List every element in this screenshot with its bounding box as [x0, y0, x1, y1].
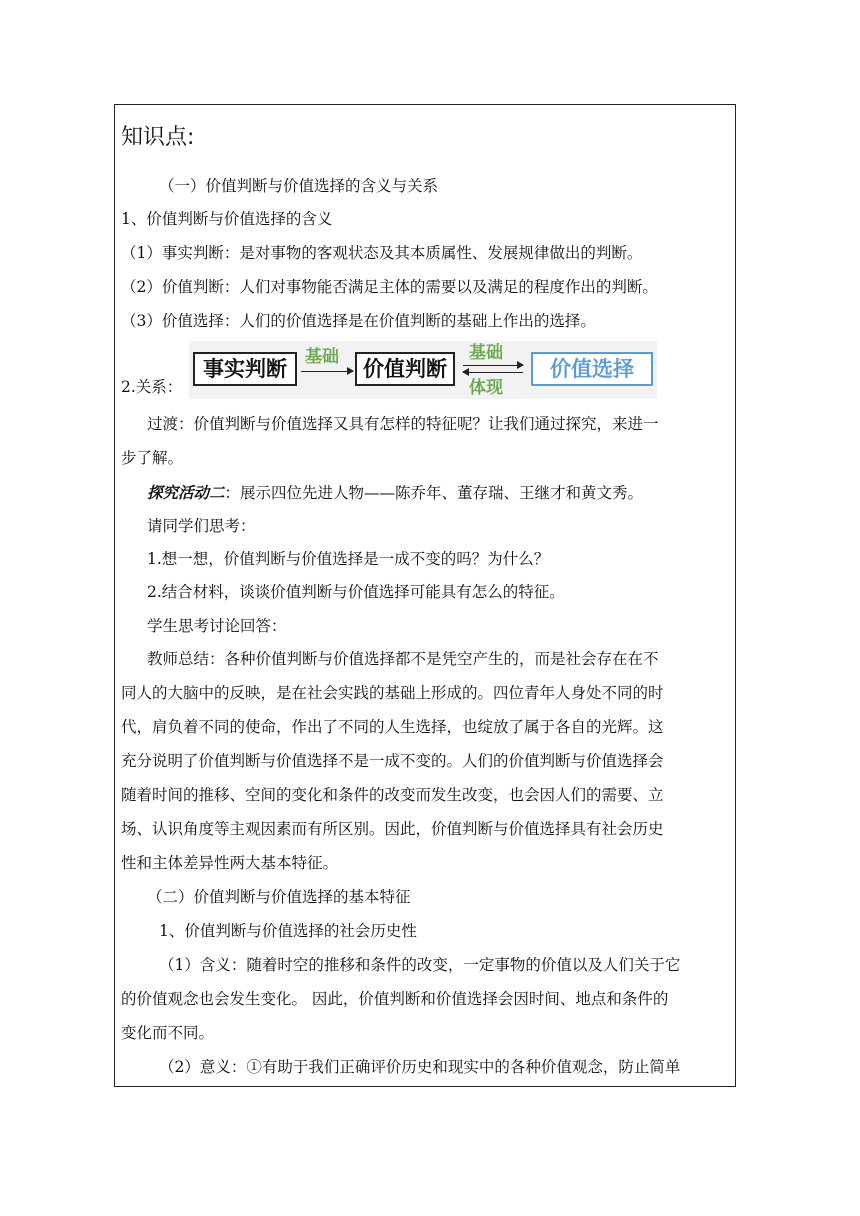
heading: 知识点: — [121, 125, 195, 150]
item1-title: 1、价值判断与价值选择的含义 — [121, 210, 333, 228]
meaning-line: （1）含义：随着时空的推移和条件的改变，一定事物的价值以及人们关于它 — [159, 956, 681, 974]
box-value-choice: 价值选择 — [531, 352, 653, 386]
question-1: 1.想一想，价值判断与价值选择是一成不变的吗？为什么？ — [147, 550, 550, 568]
significance-line: （2）意义：①有助于我们正确评价历史和现实中的各种价值观念，防止简单 — [159, 1058, 681, 1076]
arrow-right-icon — [463, 365, 523, 366]
arrow2-top-label: 基础 — [469, 343, 503, 363]
question-2: 2.结合材料，谈谈价值判断与价值选择可能具有怎么的特征。 — [147, 583, 565, 601]
section1-title: （一）价值判断与价值选择的含义与关系 — [159, 177, 439, 195]
activity-line — [147, 483, 643, 503]
definition-fact-judgment: （1）事实判断：是对事物的客观状态及其本质属性、发展规律做出的判断。 — [121, 244, 643, 262]
summary-line: 随着时间的推移、空间的变化和条件的改变而发生改变，也会因人们的需要、立 — [121, 786, 664, 804]
definition-value-choice: （3）价值选择：人们的价值选择是在价值判断的基础上作出的选择。 — [121, 312, 596, 330]
relation-diagram — [189, 341, 657, 399]
arrow-left-icon — [463, 372, 523, 373]
think-prompt: 请同学们思考： — [147, 517, 256, 535]
activity-label: 探究活动二 — [147, 483, 225, 502]
summary-line: 性和主体差异性两大基本特征。 — [121, 854, 339, 872]
summary-line: 代，肩负着不同的使命，作出了不同的人生选择，也绽放了属于各自的光辉。这 — [121, 718, 664, 736]
arrow2-bottom-label: 体现 — [469, 378, 503, 398]
arrow1-label: 基础 — [305, 347, 339, 367]
box-fact-judgment: 事实判断 — [193, 352, 297, 386]
transition-line-1: 过渡：价值判断与价值选择又具有怎样的特征呢？让我们通过探究，来进一 — [147, 415, 659, 433]
meaning-line: 变化而不同。 — [121, 1024, 215, 1042]
item2-title: 1、价值判断与价值选择的社会历史性 — [159, 922, 417, 940]
summary-line: 充分说明了价值判断与价值选择不是一成不变的。人们的价值判断与价值选择会 — [121, 752, 664, 770]
summary-line: 场、认识角度等主观因素而有所区别。因此，价值判断与价值选择具有社会历史 — [121, 820, 664, 838]
arrow-right-icon — [301, 371, 353, 372]
activity-text: ：展示四位先进人物——陈乔年、董存瑞、王继才和黄文秀。 — [224, 484, 644, 502]
transition-line-2: 步了解。 — [121, 449, 184, 467]
section2-title: （二）价值判断与价值选择的基本特征 — [147, 888, 411, 906]
relation-label: 2.关系： — [121, 378, 183, 396]
summary-line: 同人的大脑中的反映，是在社会实践的基础上形成的。四位青年人身处不同的时 — [121, 684, 664, 702]
student-answer-prompt: 学生思考讨论回答： — [147, 617, 287, 635]
meaning-line: 的价值观念也会发生变化。 因此，价值判断和价值选择会因时间、地点和条件的 — [121, 990, 669, 1008]
box-value-judgment: 价值判断 — [355, 352, 455, 386]
summary-line: 教师总结：各种价值判断与价值选择都不是凭空产生的，而是社会存在在不 — [147, 650, 659, 668]
definition-value-judgment: （2）价值判断：人们对事物能否满足主体的需要以及满足的程度作出的判断。 — [121, 278, 658, 296]
content-frame — [114, 104, 736, 1087]
